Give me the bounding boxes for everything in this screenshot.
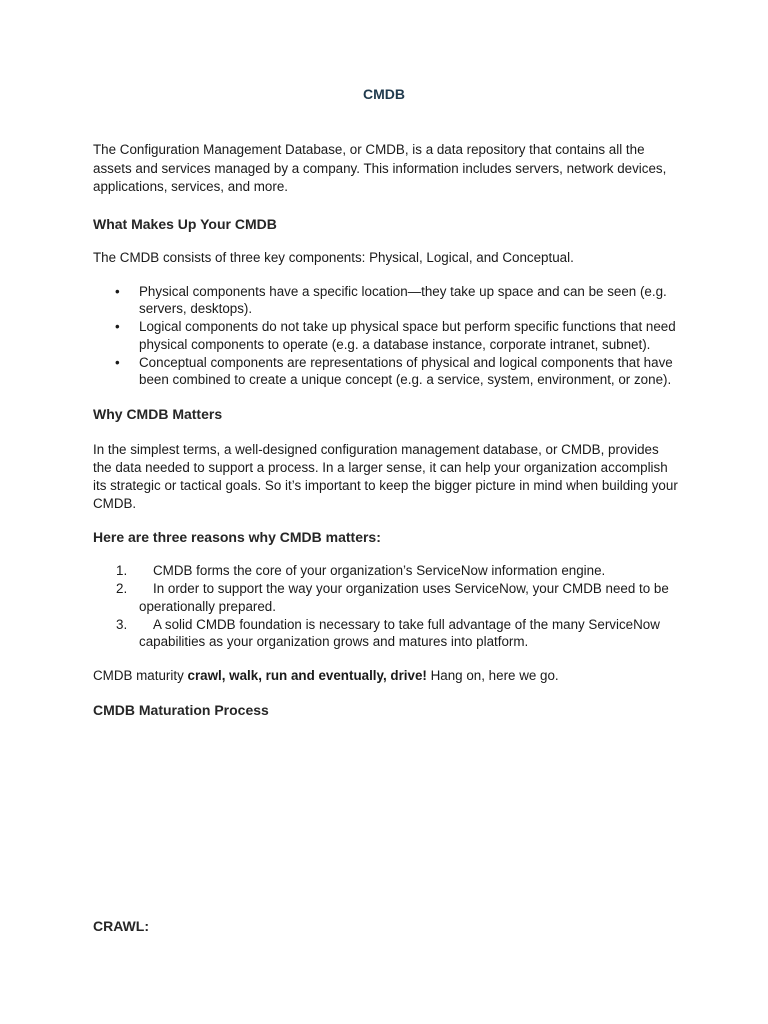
heading-three-reasons: Here are three reasons why CMDB matters: (93, 528, 381, 545)
components-paragraph: The CMDB consists of three key components: Physical, Logical, and Conceptual. (93, 250, 574, 265)
why-paragraph: In the simplest terms, a well-designed configuration management database, or CMDB, provides the data needed to support a process. In a larger sense, it can help your organization accomplish its strategic or tactical goals. So it’s important to keep the bigger picture in mind when building your CMDB. (93, 441, 678, 511)
list-number: 2. (116, 581, 128, 597)
list-item: • Logical components do not take up physical space but perform specific functions that need physical components to operate (e.g. a database instance, corporate intranet, subnet). (139, 318, 678, 354)
heading-what-makes-up: What Makes Up Your CMDB (93, 215, 277, 232)
maturity-prefix: CMDB maturity (93, 668, 188, 684)
heading-maturation-process: CMDB Maturation Process (93, 701, 269, 718)
maturity-bold: crawl, walk, run and eventually, drive! (187, 668, 427, 684)
list-number: 1. (116, 563, 128, 579)
intro-paragraph: The Configuration Management Database, or CMDB, is a data repository that contains all the assets and services managed by a company. This information includes servers, network devices, applications, services, and more. (93, 142, 667, 194)
list-item (116, 616, 678, 652)
document-body (93, 141, 678, 719)
maturity-suffix: Hang on, here we go. (426, 668, 559, 684)
list-item (116, 562, 678, 580)
heading-why-cmdb-matters: Why CMDB Matters (93, 406, 223, 423)
list-item (116, 580, 678, 616)
list-text: CMDB forms the core of your organization’s ServiceNow information engine. (153, 563, 606, 579)
maturity-line (93, 667, 678, 686)
list-text: In order to support the way your organization uses ServiceNow, your CMDB need to be operationally prepared. (139, 581, 669, 614)
reasons-list (93, 562, 678, 651)
list-item: • Conceptual components are representations of physical and logical components that have been combined to create a unique concept (e.g. a service, system, environment, or zone). (139, 354, 678, 390)
document-title: CMDB (363, 86, 405, 102)
heading-crawl: CRAWL: (93, 918, 149, 934)
list-text: A solid CMDB foundation is necessary to take full advantage of the many ServiceNow capabilities as your organization grows and matures into platform. (139, 616, 660, 650)
components-list (93, 283, 678, 390)
list-item: • Physical components have a specific location—they take up space and can be seen (e.g. servers, desktops). (139, 283, 678, 319)
list-number: 3. (116, 616, 128, 632)
